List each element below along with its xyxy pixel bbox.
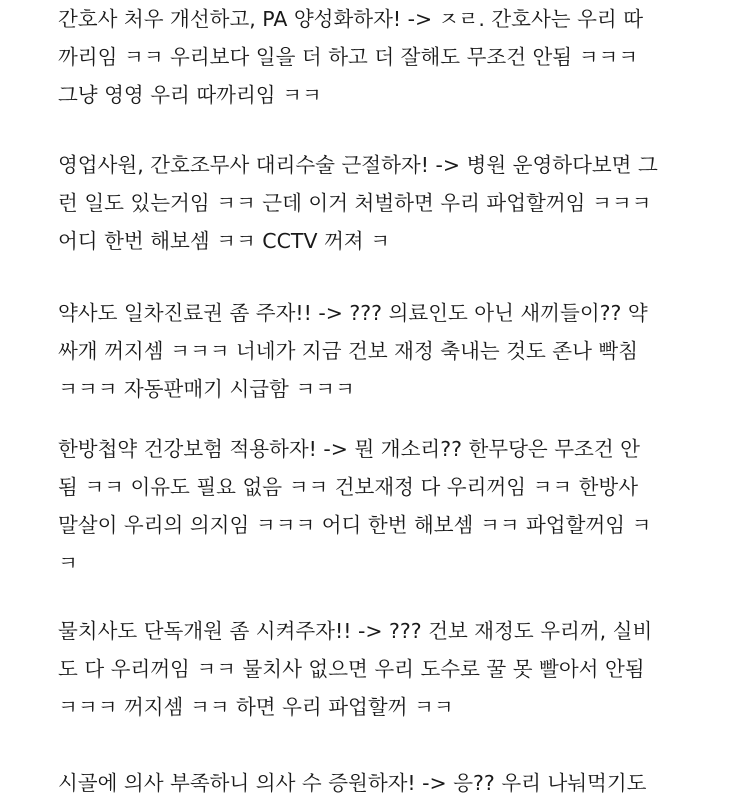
text-line: 말살이 우리의 의지임 ㅋㅋㅋ 어디 한번 해보셈 ㅋㅋ 파업할꺼임 ㅋ [58, 513, 652, 537]
text-line: 싸개 꺼지셈 ㅋㅋㅋ 너네가 지금 건보 재정 축내는 것도 존나 빡침 [58, 339, 639, 363]
text-line: 됨 ㅋㅋ 이유도 필요 없음 ㅋㅋ 건보재정 다 우리꺼임 ㅋㅋ 한방사 [58, 475, 639, 499]
paragraph-oriental-medicine [58, 430, 738, 582]
text-line: 까리임 ㅋㅋ 우리보다 일을 더 하고 더 잘해도 무조건 안됨 ㅋㅋㅋ [58, 45, 639, 69]
text-line: 간호사 처우 개선하고, PA 양성화하자! -> ㅈㄹ. 간호사는 우리 따 [58, 7, 644, 31]
text-line: 한방첩약 건강보험 적용하자! -> 뭔 개소리?? 한무당은 무조건 안 [58, 437, 640, 461]
text-line: 어디 한번 해보셈 ㅋㅋ CCTV 꺼져 ㅋ [58, 229, 390, 253]
text-line: ㅋㅋㅋ 자동판매기 시급함 ㅋㅋㅋ [58, 377, 355, 401]
text-line: 약사도 일차진료권 좀 주자!! -> ??? 의료인도 아닌 새끼들이?? 약 [58, 301, 648, 325]
text-line: ㅋㅋㅋ 꺼지셈 ㅋㅋ 하면 우리 파업할꺼 ㅋㅋ [58, 695, 454, 719]
text-line: 도 다 우리꺼임 ㅋㅋ 물치사 없으면 우리 도수로 꿀 못 빨아서 안됨 [58, 657, 645, 681]
paragraph-proxy-surgery [58, 146, 738, 260]
text-line: 영업사원, 간호조무사 대리수술 근절하자! -> 병원 운영하다보면 그 [58, 153, 658, 177]
paragraph-physical-therapist [58, 612, 738, 726]
paragraph-rural-doctors [58, 764, 738, 802]
text-line: 물치사도 단독개원 좀 시켜주자!! -> ??? 건보 재정도 우리꺼, 실비 [58, 619, 653, 643]
paragraph-pharmacist [58, 294, 738, 408]
text-line: ㅋ [58, 551, 78, 575]
text-line: 시골에 의사 부족하니 의사 수 증원하자! -> 응?? 우리 나눠먹기도 [58, 771, 647, 795]
text-line: 런 일도 있는거임 ㅋㅋ 근데 이거 처벌하면 우리 파업할꺼임 ㅋㅋㅋ [58, 191, 652, 215]
paragraph-nurse-pa [58, 0, 738, 114]
text-line: 그냥 영영 우리 따까리임 ㅋㅋ [58, 83, 322, 107]
